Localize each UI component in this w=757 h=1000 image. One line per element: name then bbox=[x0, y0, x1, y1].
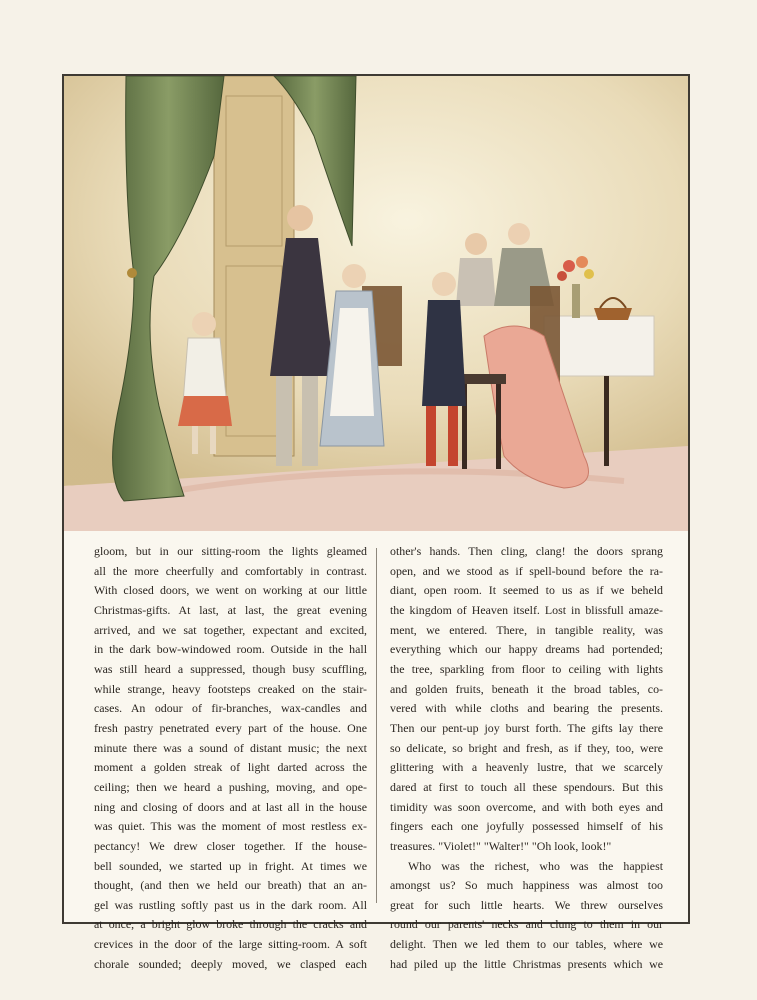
text-line: treasures. "Violet!" "Walter!" "Oh look, look!" bbox=[390, 838, 612, 853]
text-line: gloom, but in our sitting-room the lights gleamed bbox=[94, 544, 367, 558]
text-line: was quiet. This was the moment of most restless ex- bbox=[94, 819, 367, 834]
text-line: bell sounded, we started up in fright. At times we bbox=[94, 858, 367, 873]
text-line: glittering with a heavenly lustre, that we scarcely bbox=[390, 760, 663, 775]
text-line: Who was the richest, who was the happiest bbox=[408, 858, 663, 873]
text-line: the kingdom of Heaven itself. Lost in blissfull amaze- bbox=[390, 602, 663, 617]
text-line: cases. An odour of fir-branches, wax-candles and bbox=[94, 701, 367, 716]
text-line: was still heard a suppressed, though busy scuffling, bbox=[94, 661, 367, 676]
text-line: vered with while cloths and bearing the presents. bbox=[390, 701, 663, 716]
text-line: ment, we entered. There, in tangible reality, was bbox=[390, 622, 663, 637]
text-line: timidity was soon overcome, and with both eyes and bbox=[390, 799, 663, 814]
text-line: Then our pent-up joy burst forth. The gifts lay there bbox=[390, 720, 663, 735]
text-line: amongst us? So much happiness was almost too bbox=[390, 878, 663, 893]
text-line: dared at first to touch all these spendours. But this bbox=[390, 779, 663, 794]
text-line: round our parents' necks and clung to them in our bbox=[390, 917, 663, 932]
text-line: all the more cheerfully and comfortably in contrast. bbox=[94, 563, 367, 578]
text-line: at once, a bright glow broke through the cracks and bbox=[94, 917, 367, 932]
illustration bbox=[64, 76, 688, 531]
text-line: Christmas-gifts. At last, at last, the great evening bbox=[94, 602, 367, 617]
text-line: everything which our happy dreams had portended; bbox=[390, 642, 663, 657]
text-line: crevices in the door of the large sitting-room. A soft bbox=[94, 937, 367, 952]
text-line: open, and we stood as if spell-bound before the ra- bbox=[390, 563, 663, 578]
page-frame bbox=[62, 74, 690, 971]
text-line: great for such little hearts. We threw ourselves bbox=[390, 897, 663, 912]
text-line: delight. Then we led them to our tables, where we bbox=[390, 937, 663, 952]
text-line: while strange, heavy footsteps creaked on the stair- bbox=[94, 681, 367, 696]
text-line: other's hands. Then cling, clang! the doors sprang bbox=[390, 544, 663, 558]
text-line: so delicate, so bright and fresh, as if they, too, were bbox=[390, 740, 663, 755]
text-line: minute there was a sound of distant music; the next bbox=[94, 740, 367, 755]
text-line: in the dark bow-windowed room. Outside in the hall bbox=[94, 642, 367, 657]
text-line: chorale sounded; deeply moved, we clasped each bbox=[94, 956, 367, 971]
text-line: ceiling; then we heard a pushing, moving, and ope- bbox=[94, 779, 367, 794]
text-line: fresh pastry penetrated every part of the house. One bbox=[94, 720, 367, 735]
text-line: arrived, and we sat together, expectant and excited, bbox=[94, 622, 367, 637]
text-line: With closed doors, we went on working at our little bbox=[94, 583, 367, 598]
text-line: had piled up the little Christmas presents which we bbox=[390, 956, 663, 971]
text-line: gel was rustling softly past us in the dark room. All bbox=[94, 897, 367, 912]
column-divider bbox=[376, 548, 377, 903]
text-line: fingers each one joyfully possessed himself of his bbox=[390, 819, 663, 834]
text-line: and golden fruits, beneath it the broad tables, co- bbox=[390, 681, 663, 696]
text-line: thought, (and then we held our breath) that an an- bbox=[94, 878, 367, 893]
text-column-left bbox=[94, 542, 367, 974]
text-line: diant, open room. It seemed to us as if we beheld bbox=[390, 583, 663, 598]
text-line: pectancy! We drew closer together. If the house- bbox=[94, 838, 367, 853]
text-line: ning and closing of doors and at last all in the house bbox=[94, 799, 367, 814]
text-column-right bbox=[390, 542, 663, 974]
text-line: moment a golden streak of light darted across the bbox=[94, 760, 367, 775]
victorian-christmas-illustration bbox=[64, 76, 688, 531]
text-line: the tree, sparkling from floor to ceiling with lights bbox=[390, 661, 663, 676]
